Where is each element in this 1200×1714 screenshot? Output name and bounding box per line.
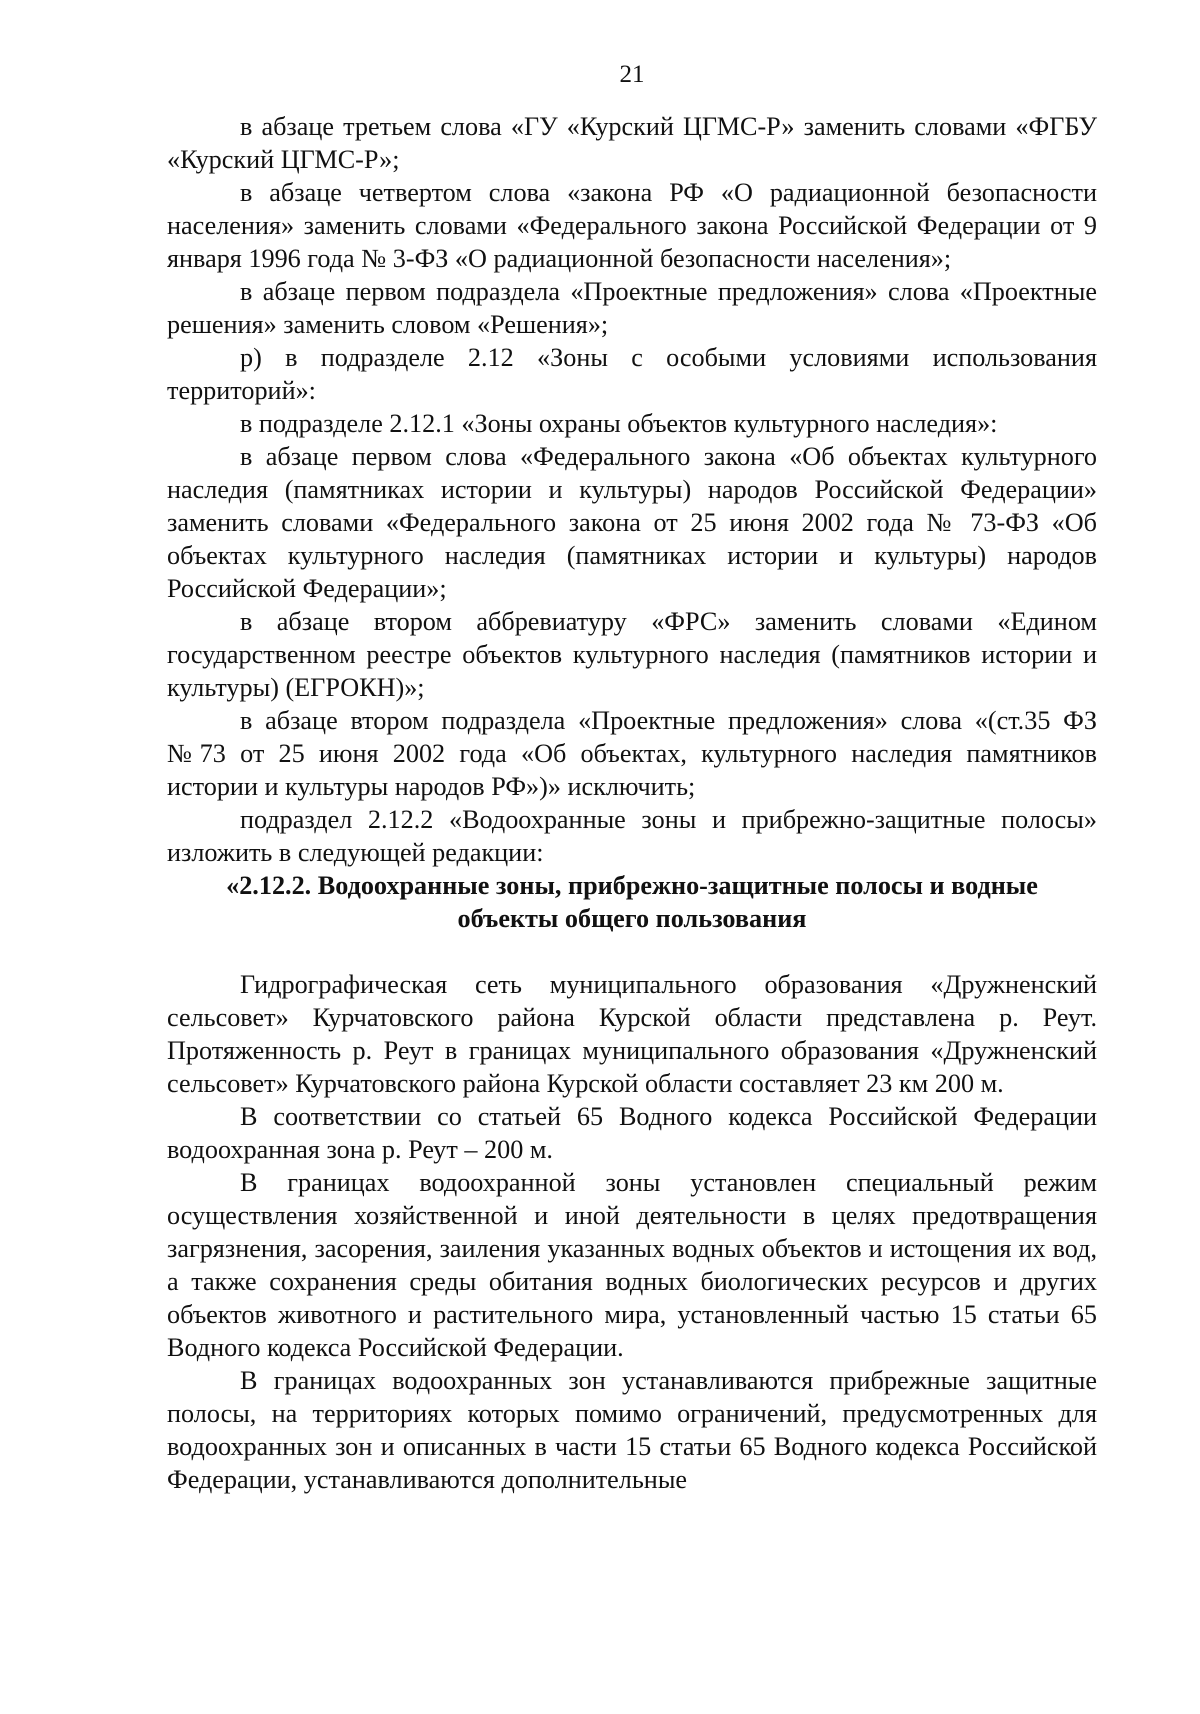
section-heading: «2.12.2. Водоохранные зоны, прибрежно-защитные полосы и водные объекты общего пользования [226, 871, 1038, 933]
paragraph-8: в абзаце втором подраздела «Проектные предложения» слова «(ст.35 ФЗ №73 от 25 июня 2002 года «Об объектах, культурного наследия памятников истории и культуры народов РФ»)» исключить; [167, 706, 1097, 801]
paragraph-10: Гидрографическая сеть муниципального образования «Дружненский сельсовет» Курчатовского района Курской области представлена р. Реут. Протяженность р. Реут в границах муниципального образования «Дружненский сельсовет» Курчатовского района Курской области составляет 23 км 200 м. [167, 970, 1097, 1098]
paragraph-5: в подразделе 2.12.1 «Зоны охраны объектов культурного наследия»: [240, 409, 998, 438]
paragraph-2: в абзаце четвертом слова «закона РФ «О радиационной безопасности населения» заменить словами «Федерального закона Российской Федерации от 9 января 1996 года № 3-ФЗ «О радиационной безопасности населения»; [167, 178, 1097, 273]
paragraph-12: В границах водоохранной зоны установлен специальный режим осуществления хозяйственной и иной деятельности в целях предотвращения загрязнения, засорения, заиления указанных водных объектов и истощения их вод, а также сохранения среды обитания водных биологических ресурсов и других объектов животного и растительного мира, установленный частью 15 статьи 65 Водного кодекса Российской Федерации. [167, 1168, 1097, 1362]
paragraph-6: в абзаце первом слова «Федерального закона «Об объектах культурного наследия (памятниках истории и культуры) народов Российской Федерации» заменить словами «Федерального закона от 25 июня 2002 года № 73-ФЗ «Об объектах культурного наследия (памятниках истории и культуры) народов Российской Федерации»; [167, 442, 1097, 603]
paragraph-9: подраздел 2.12.2 «Водоохранные зоны и прибрежно-защитные полосы» изложить в следующей редакции: [167, 805, 1097, 867]
paragraph-4: р) в подразделе 2.12 «Зоны с особыми условиями использования территорий»: [167, 343, 1097, 405]
paragraph-7: в абзаце втором аббревиатуру «ФРС» заменить словами «Едином государственном реестре объектов культурного наследия (памятников истории и культуры) (ЕГРОКН)»; [167, 607, 1097, 702]
page-number: 21 [619, 61, 645, 88]
blank-line [167, 935, 1097, 968]
paragraph-1: в абзаце третьем слова «ГУ «Курский ЦГМС-Р» заменить словами «ФГБУ «Курский ЦГМС-Р»; [167, 112, 1097, 174]
paragraph-13: В границах водоохранных зон устанавливаются прибрежные защитные полосы, на территориях которых помимо ограничений, предусмотренных для водоохранных зон и описанных в части 15 статьи 65 Водного кодекса Российской Федерации, устанавливаются дополнительные [167, 1366, 1097, 1494]
document-body [167, 110, 1097, 1496]
paragraph-3: в абзаце первом подраздела «Проектные предложения» слова «Проектные решения» заменить словом «Решения»; [167, 277, 1097, 339]
paragraph-11: В соответствии со статьей 65 Водного кодекса Российской Федерации водоохранная зона р. Реут – 200 м. [167, 1102, 1097, 1164]
